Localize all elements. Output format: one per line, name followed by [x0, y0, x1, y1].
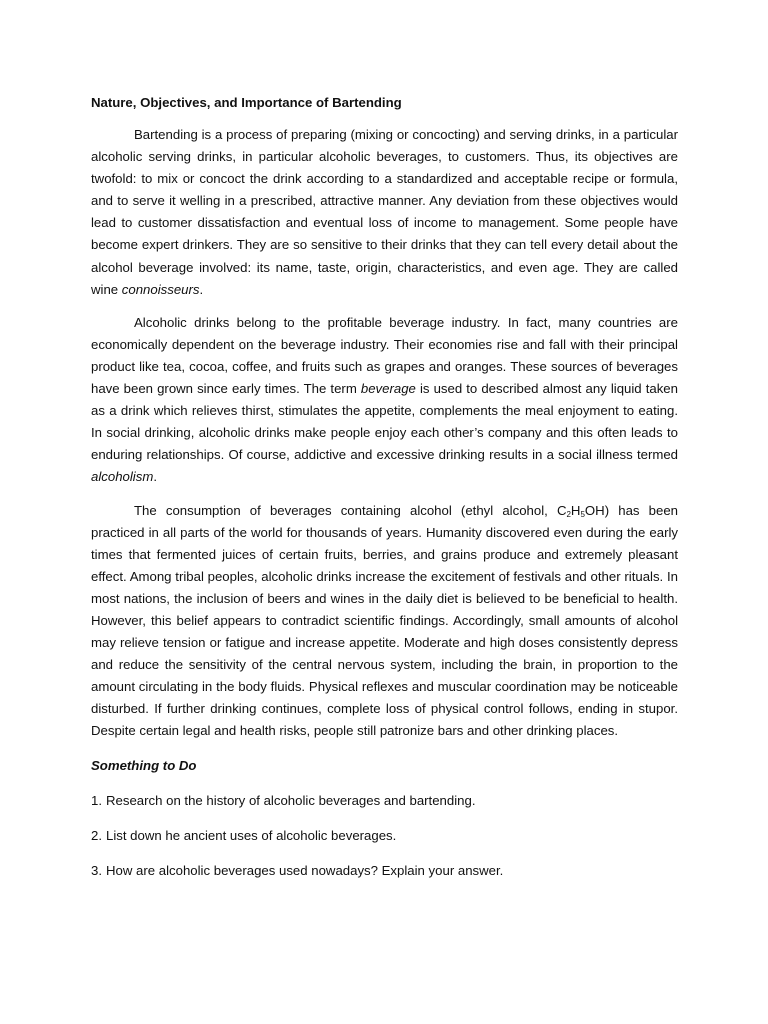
- task-item: [91, 860, 678, 882]
- task-number: 1.: [91, 792, 102, 808]
- formula-part: H: [570, 502, 581, 518]
- paragraph-text: is used to described almost any liquid taken as a drink which relieves thirst, stimulates the appetite, complements the meal enjoyment to eating. In social drinking, alcoholic drinks make people enjoy each other’s company and this often leads to enduring relationships. Of course, addictive and excessive drinking results in a social illness termed: [91, 381, 678, 463]
- task-number: 3.: [91, 862, 102, 878]
- paragraph-text: Alcoholic drinks belong to the profitable beverage industry. In fact, many countries are economically dependent on the beverage industry. Their economies rise and fall with their principal product like tea, cocoa, coffee, and fruits such as grapes and oranges. These sources of beverages have been grown since early times. The term: [91, 314, 678, 397]
- paragraph-text: The consumption of beverages containing alcohol (ethyl alcohol, C: [134, 502, 567, 518]
- paragraph-bartending-definition: [91, 124, 678, 301]
- task-item: [91, 790, 678, 812]
- paragraph-alcohol-consumption: [91, 500, 678, 743]
- paragraph-text: OH) has been practiced in all parts of the world for thousands of years. Humanity discovered even during the early times that fermented juices of certain fruits, berries, and grains produce and extremely pleasant effect. Among tribal peoples, alcoholic drinks increase the excitement of festivals and other rituals. In most nations, the inclusion of beers and wines in the daily diet is believed to be beneficial to health. However, this belief appears to contradict scientific findings. Accordingly, small amounts of alcohol may relieve tension or fatigue and increase appetite. Moderate and high doses consistently depress and reduce the sensitivity of the central nervous system, including the brain, in proportion to the amount circulating in the body fluids. Physical reflexes and muscular coordination may be noticeable disturbed. If further drinking continues, complete loss of physical control follows, ending in stupor. Despite certain legal and health risks, people still patronize bars and other drinking places.: [91, 502, 678, 739]
- something-to-do-heading: Something to Do: [91, 757, 197, 773]
- task-text: How are alcoholic beverages used nowadays? Explain your answer.: [106, 862, 504, 878]
- document-title: Nature, Objectives, and Importance of Bartending: [91, 95, 402, 110]
- task-item: [91, 825, 678, 847]
- paragraph-beverage-industry: [91, 312, 678, 489]
- document-page: [91, 92, 678, 895]
- paragraph-text: Bartending is a process of preparing (mixing or concocting) and serving drinks, in a particular alcoholic serving drinks, in particular alcoholic beverages, to customers. Thus, its objectives are twofold: to mix or concoct the drink according to a standardized and acceptable recipe or formula, and to serve it welling in a prescribed, attractive manner. Any deviation from these objectives would lead to customer dissatisfaction and eventual loss of income to management. Some people have become expert drinkers. They are so sensitive to their drinks that they can tell every detail about the alcohol beverage involved: its name, taste, origin, characteristics, and even age. They are called wine: [91, 127, 678, 297]
- formula-subscript: 5: [580, 509, 585, 519]
- term-beverage: beverage: [360, 381, 416, 397]
- formula-subscript: 2: [566, 509, 571, 519]
- task-number: 2.: [91, 827, 102, 843]
- paragraph-end: .: [199, 281, 204, 297]
- task-text: Research on the history of alcoholic beverages and bartending.: [106, 792, 476, 808]
- term-connoisseurs: connoisseurs: [121, 281, 200, 297]
- term-alcoholism: alcoholism: [91, 469, 154, 485]
- paragraph-end: .: [153, 469, 157, 485]
- task-text: List down he ancient uses of alcoholic beverages.: [106, 827, 397, 843]
